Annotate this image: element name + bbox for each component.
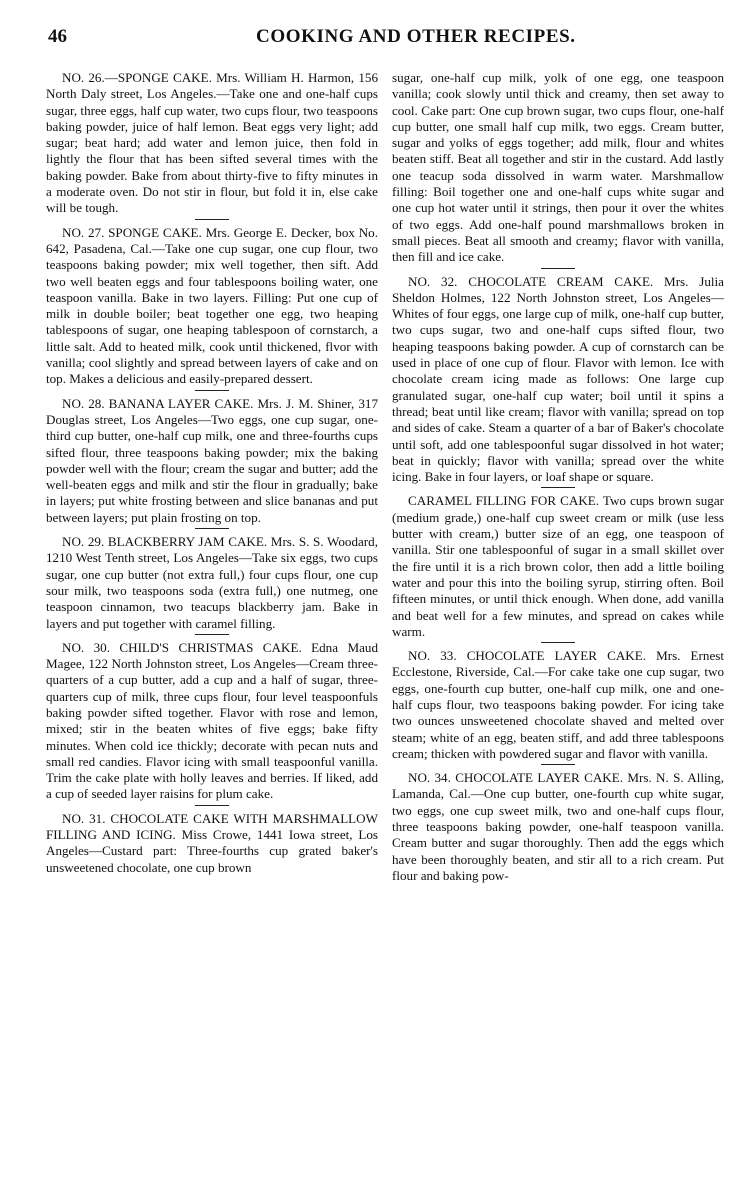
recipe-31-continued: sugar, one-half cup milk, yolk of one egg, one teaspoon vanilla; cook slowly until thick and creamy, then set away to cool. Cake part: One cup brown sugar, two cups flour, one-half cup butter, one small half cup milk, two eggs. Cream butter, sugar and yolks of eggs together; add milk, flour and whites beaten stiff. Beat all together and stir in the custard. Add lastly one teacup soda dissolved in warm water. Marshmallow filling: Boil together one and one-half cups white sugar and one cup hot water until it strings, then pour it over the whites of two eggs. Add one-half pound marshmallows broken in small pieces. Beat all smooth and creamy; flavor with vanilla, then fill and ice cake. [392, 70, 724, 265]
page-header [38, 26, 698, 54]
recipe-27-sponge-cake: NO. 27. SPONGE CAKE. Mrs. George E. Decker, box No. 642, Pasadena, Cal.—Take one cup sugar, one cup flour, two teaspoons baking powder; mix well together, then sift. Add two well beaten eggs and four tablespoons boiling water, one teaspoon vanilla. Bake in two layers. Filling: Put one cup of milk in double boiler; beat together one egg, two heaping tablespoons of sugar, one heaping tablespoon of cornstarch, a little salt. Add to heated milk, cook until thickened, flvor with vanilla; cool slightly and spread between layers of cake and on top. Makes a delicious and easily-prepared dessert. [46, 224, 378, 387]
recipe-28-banana-layer-cake: NO. 28. BANANA LAYER CAKE. Mrs. J. M. Shiner, 317 Douglas street, Los Angeles—Two eggs, one cup sugar, one-third cup butter, one-half cup milk, one and three-fourths cups sifted flour, three teaspoons baking powder; mix the baking powder well with the flour; cream the sugar and butter; add the well-beaten eggs and milk and stir the flour in gradually; bake in layers; put white frosting between and slice bananas and put between layers; put plain frosting on top. [46, 395, 378, 525]
recipe-divider [195, 528, 229, 529]
recipe-divider [541, 764, 575, 765]
recipe-divider [195, 634, 229, 635]
left-column [46, 70, 378, 876]
recipe-divider [195, 219, 229, 220]
recipe-divider [195, 390, 229, 391]
recipe-29-blackberry-jam-cake: NO. 29. BLACKBERRY JAM CAKE. Mrs. S. S. Woodard, 1210 West Tenth street, Los Angeles—Take six eggs, two cups sugar, one cup butter (not extra full,) four cups flour, one cup sour milk, two teaspoons soda (extra full,) one nutmeg, one teaspoon cinnamon, two teacups blackberry jam. Bake in layers and put together with caramel filling. [46, 534, 378, 631]
recipe-32-chocolate-cream-cake: NO. 32. CHOCOLATE CREAM CAKE. Mrs. Julia Sheldon Holmes, 122 North Johnston street, Los Angeles—Whites of four eggs, one large cup of milk, one-half cup butter, two cups sugar, two and one-half cups sifted flour, two heaping teaspoons baking powder. A cup of cornstarch can be used in place of one cup of flour. Flavor with lemon. Ice with chocolate cream icing made as follows: One large cup granulated sugar, one-half cup water; boil until it spins a thread; beat until like cream; flavor with vanilla; spread on top and sides of cake. Steam a quarter of a bar of Baker's chocolate until soft, add one tablespoonful sugar dissolved in hot water; beat in quickly; flavor with vanilla; spread over the white icing. Bake in four layers, or loaf shape or square. [392, 273, 724, 485]
page-title: COOKING AND OTHER RECIPES. [256, 26, 576, 47]
recipe-divider [195, 805, 229, 806]
recipe-divider [541, 268, 575, 269]
recipe-divider [541, 487, 575, 488]
recipe-33-chocolate-layer-cake: NO. 33. CHOCOLATE LAYER CAKE. Mrs. Ernest Ecclestone, Riverside, Cal.—For cake take one cup sugar, two eggs, one-fourth cup butter, one-half cup milk, one and one-half cups flour, two teaspoons baking powder. For icing take two ounces unsweetened chocolate shaved and melted over steam; white of an egg, beaten stiff, and add three tablespoons cream; thicken with powdered sugar and flavor with vanilla. [392, 648, 724, 761]
right-column [392, 70, 724, 884]
recipe-26-sponge-cake: NO. 26.—SPONGE CAKE. Mrs. William H. Harmon, 156 North Daly street, Los Angeles.—Take one and one-half cups sugar, three eggs, half cup water, two cups flour, two teaspoons baking powder, juice of half lemon. Beat eggs very light; add sugar; beat hard; add water and lemon juice, then fold in lightly the flour that has been sifted several times with the baking powder. Bake from about thirty-five to fifty minutes in a moderate oven. Do not stir in flour, but fold it in, else cake will be tough. [46, 70, 378, 216]
recipe-34-chocolate-layer-cake: NO. 34. CHOCOLATE LAYER CAKE. Mrs. N. S. Alling, Lamanda, Cal.—One cup butter, one-fourth cup white sugar, two eggs, one cup sweet milk, two and one-half cups flour, three teaspoons baking powder, one-half teaspoon vanilla. Cream butter and sugar thoroughly. Then add the eggs which have been thoroughly beaten, and stir all to a rich cream. Put flour and baking pow- [392, 770, 724, 883]
recipe-30-childs-christmas-cake: NO. 30. CHILD'S CHRISTMAS CAKE. Edna Maud Magee, 122 North Johnston street, Los Angeles—Cream three-quarters of a cup butter, add a cup and a half of sugar, three-quarters cup of milk, three cups flour, four level teaspoonfuls baking powder sifted together. Flavor with rose and lemon, mixed; stir in the beaten whites of five eggs; bake fifty minutes. When cold ice thickly; decorate with pecan nuts and small red candies. Flavor icing with small teaspoonful vanilla. Trim the cake plate with holly leaves and berries. If liked, add a cup of seeded layer raisins for plum cake. [46, 639, 378, 802]
caramel-filling-for-cake: CARAMEL FILLING FOR CAKE. Two cups brown sugar (medium grade,) one-half cup sweet cream or milk (use less butter with cream,) butter size of an egg, one teaspoon of vanilla. Stir one tablespoonful of sugar in a small skillet over the fire until it is a rich brown color, then add a little boiling water and pour this into the boiling syrup, stirring often. Boil fifteen minutes, or until thick enough. When done, add vanilla and beat well for a few minutes, and spread on cakes while warm. [392, 493, 724, 639]
recipe-divider [541, 642, 575, 643]
page-number: 46 [48, 26, 67, 47]
recipe-31-chocolate-cake-marshmallow: NO. 31. CHOCOLATE CAKE WITH MARSHMALLOW FILLING AND ICING. Miss Crowe, 1441 Iowa street, Los Angeles—Custard part: Three-fourths cup grated baker's unsweetened chocolate, one cup brown [46, 810, 378, 875]
